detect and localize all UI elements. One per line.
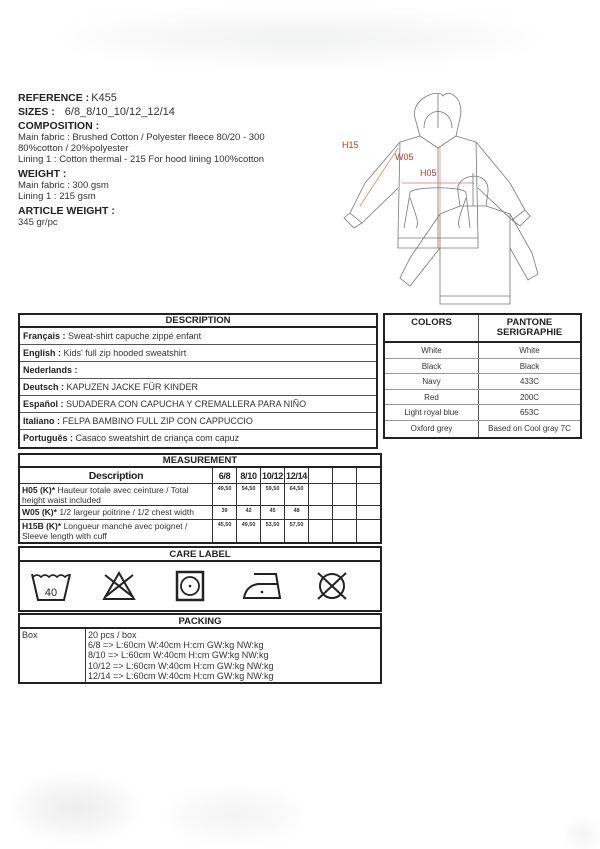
size-header-empty [333,468,357,484]
weight-section [18,169,318,202]
care-label-table [18,546,382,612]
pantone-value: Based on Cool gray 7C [488,423,571,433]
description-title: DESCRIPTION [20,315,376,328]
packing-body [20,629,380,682]
colors-header-label: COLORS [385,315,479,341]
color-name: White [385,343,479,358]
color-name: Black [385,359,479,374]
size-header-empty [357,468,380,484]
size-header-empty [309,468,333,484]
sizes-row [18,107,318,118]
blurred-header-logo [60,10,540,65]
measurement-desc [20,506,213,520]
iron-low-icon [242,570,284,602]
color-name: Navy [385,374,479,389]
lang-text: FELPA BAMBINO FULL ZIP CON CAPPUCCIO [62,416,253,426]
measurement-value: 54,50 [237,484,261,506]
measurement-code: W05 (K)* [22,507,57,517]
description-row [20,430,376,447]
pantone-header-line1: PANTONE [506,317,553,328]
measurement-code: H05 (K)* [22,485,56,495]
color-row [385,343,580,359]
composition-line: Main fabric : Brushed Cotton / Polyester fleece 80/20 - 300 [18,132,265,143]
measurement-value [333,506,357,520]
pantone-header-line2: SERIGRAPHIE [496,327,563,338]
lang-text: SUDADERA CON CAPUCHA Y CREMALLERA PARA NIÑO [66,399,307,409]
article-weight-value: 345 gr/pc [18,217,58,228]
size-header: 8/10 [237,468,261,484]
lang-text: Kids' full zip hooded sweatshirt [63,348,187,358]
measurement-value: 59,50 [261,484,285,506]
measurement-value: 64,50 [285,484,309,506]
measurement-value: 39 [213,506,237,520]
lang-label: Nederlands : [23,365,78,375]
pantone-value: 653C [519,408,540,418]
description-row [20,379,376,396]
measurement-desc-header: Description [20,468,213,484]
pantone-value: Black [519,361,540,371]
wash-40-icon [30,570,72,602]
sizes-label: SIZES : [18,106,55,118]
lang-label: Italiano : [23,416,61,426]
description-row [20,413,376,430]
care-icons [20,562,380,610]
weight-label: WEIGHT : [18,168,67,180]
tumble-dry-low-icon [175,570,205,602]
measurement-value: 48 [285,506,309,520]
color-row [385,359,580,375]
measurement-table [18,453,382,544]
blurred-footer-logo [15,778,135,838]
color-row [385,374,580,390]
packing-values [86,629,380,682]
measurement-grid [20,468,380,542]
packing-line: 8/10 => L:60cm W:40cm H:cm GW:kg NW:kg [88,650,269,661]
measurement-value: 49,50 [213,484,237,506]
lang-text: KAPUZEN JACKE FÜR KINDER [66,382,199,392]
size-header: 12/14 [285,468,309,484]
measurement-title: MEASUREMENT [20,455,380,468]
do-not-bleach-icon [102,570,136,602]
size-header: 10/12 [261,468,285,484]
color-row [385,421,580,437]
description-row [20,362,376,379]
measurement-value [309,484,333,506]
packing-line: 6/8 => L:60cm W:40cm H:cm GW:kg NW:kg [88,640,264,651]
lang-label: Deutsch : [23,382,65,392]
composition-label: COMPOSITION : [18,120,100,132]
hoodie-flat-drawing-icon [340,88,540,310]
measurement-value [357,484,380,506]
color-row [385,390,580,406]
measurement-desc [20,484,213,506]
packing-line: 10/12 => L:60cm W:40cm H:cm GW:kg NW:kg [88,660,274,671]
pantone-header-label [479,315,580,341]
description-row [20,396,376,413]
weight-line: Main fabric : 300 gsm [18,180,109,191]
measurement-value [333,520,357,542]
packing-table [18,613,382,684]
colors-table [383,313,582,439]
measurement-value [309,506,333,520]
lang-label: Português : [23,433,74,443]
measurement-code: H15B (K)* [22,521,62,531]
h15-label: H15 [342,140,359,150]
h05-label: H05 [420,168,437,178]
article-weight-section [18,206,318,228]
measurement-text: 1/2 largeur poitrine / 1/2 chest width [59,507,194,517]
measurement-value [333,484,357,506]
do-not-dry-clean-icon [315,570,349,602]
measurement-value: 49,50 [237,520,261,542]
reference-label: REFERENCE : [18,92,90,104]
color-row [385,405,580,421]
measurement-text: Hauteur totale avec ceinture / Total height waist included [22,485,189,505]
description-table [18,313,378,449]
measurement-value [309,520,333,542]
packing-line: 12/14 => L:60cm W:40cm H:cm GW:kg NW:kg [88,670,274,681]
spec-block [18,93,318,228]
reference-row [18,93,318,104]
colors-header [385,315,580,343]
measurement-value: 45,50 [213,520,237,542]
garment-sketch [340,88,540,310]
reference-value: K455 [91,92,117,104]
blurred-footer-corner [565,820,600,849]
color-name: Light royal blue [385,405,479,420]
composition-line: Lining 1 : Cotton thermal - 215 For hood lining 100%cotton [18,154,265,165]
composition-line: 80%cotton / 20%polyester [18,143,129,154]
pantone-value: White [519,346,540,355]
lang-label: English : [23,348,61,358]
article-weight-label: ARTICLE WEIGHT : [18,205,115,217]
color-name: Red [385,390,479,405]
measurement-value: 42 [237,506,261,520]
pantone-value: 200C [519,392,540,402]
measurement-value: 57,50 [285,520,309,542]
pantone-value: 433C [519,377,540,387]
packing-title: PACKING [20,615,380,629]
weight-line: Lining 1 : 215 gsm [18,191,96,202]
measurement-value: 53,50 [261,520,285,542]
lang-label: Français : [23,331,66,341]
measurement-text: Longueur manche avec poignet / Sleeve length with cuff [22,521,188,541]
measurement-desc [20,520,213,542]
measurement-value [357,506,380,520]
lang-text: Sweat-shirt capuche zippé enfant [68,331,202,341]
description-row [20,328,376,345]
packing-key: Box [20,629,86,682]
care-label-title: CARE LABEL [20,548,380,562]
measurement-value: 45 [261,506,285,520]
w05-label: W05 [395,152,414,162]
color-name: Oxford grey [385,421,479,437]
size-header: 6/8 [213,468,237,484]
lang-label: Español : [23,399,64,409]
wash-temperature: 40 [44,587,58,599]
measurement-value [357,520,380,542]
packing-line: 20 pcs / box [88,630,137,640]
lang-text: Casaco sweatshirt de criança com capuz [75,433,240,443]
sizes-value: 6/8_8/10_10/12_12/14 [64,106,175,118]
description-row [20,345,376,362]
composition-section [18,121,318,165]
blurred-footer-mark [170,790,300,840]
